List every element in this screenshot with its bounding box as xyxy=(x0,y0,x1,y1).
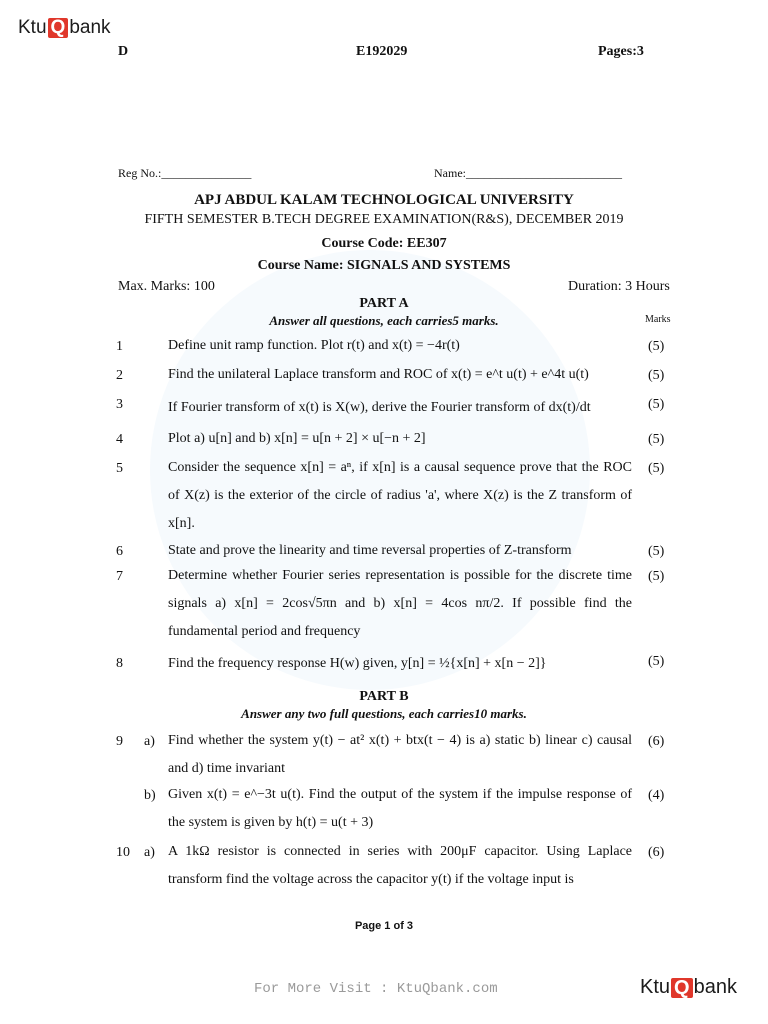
question-text: A 1kΩ resistor is connected in series with 200μF capacitor. Using Laplace transform find the voltage across the capacitor y(t) if the voltage input is xyxy=(168,844,632,887)
page-count: Pages:3 xyxy=(598,44,644,59)
duration: Duration: 3 Hours xyxy=(568,279,670,294)
question-number: 2 xyxy=(116,368,123,383)
exam-title: FIFTH SEMESTER B.TECH DEGREE EXAMINATION(R&S), DECEMBER 2019 xyxy=(144,212,624,227)
question-text: Find the frequency response H(w) given, y[n] = ½{x[n] + x[n − 2]} xyxy=(168,656,547,671)
question-marks: (5) xyxy=(648,654,665,669)
logo-text-bank: bank xyxy=(69,17,111,38)
part-b-instruction: Answer any two full questions, each carries10 marks. xyxy=(241,706,527,721)
logo-text-ktu: Ktu xyxy=(640,976,671,998)
question-sub-label: b) xyxy=(144,788,156,803)
question-marks: (5) xyxy=(648,544,665,559)
question-number: 3 xyxy=(116,397,123,412)
question-marks: (5) xyxy=(648,368,665,383)
part-a-instruction: Answer all questions, each carries5 marks. xyxy=(269,313,499,328)
max-marks: Max. Marks: 100 xyxy=(118,279,215,294)
question-number: 6 xyxy=(116,544,123,559)
question-number: 1 xyxy=(116,339,123,354)
logo-q-badge: Q xyxy=(48,18,69,38)
question-number: 5 xyxy=(116,461,123,476)
question-text: Plot a) u[n] and b) x[n] = u[n + 2] × u[−n + 2] xyxy=(168,431,426,446)
marks-column-label: Marks xyxy=(645,314,671,325)
question-number: 4 xyxy=(116,432,123,447)
page-number: Page 1 of 3 xyxy=(354,920,414,932)
question-marks: (5) xyxy=(648,569,665,584)
reg-no-field: Reg No.:_______________ xyxy=(118,166,252,180)
course-code: Course Code: EE307 xyxy=(321,236,447,251)
question-number: 8 xyxy=(116,656,123,671)
question-sub-label: a) xyxy=(144,734,155,749)
question-sub-label: a) xyxy=(144,845,155,860)
logo-text-ktu: Ktu xyxy=(18,17,47,38)
university-title: APJ ABDUL KALAM TECHNOLOGICAL UNIVERSITY xyxy=(194,192,574,208)
question-text: State and prove the linearity and time reversal properties of Z-transform xyxy=(168,543,572,558)
question-marks: (4) xyxy=(648,788,665,803)
question-text: Define unit ramp function. Plot r(t) and x(t) = −4r(t) xyxy=(168,338,460,353)
question-marks: (5) xyxy=(648,339,665,354)
ktuqbank-footer-logo[interactable] xyxy=(640,976,737,999)
question-marks: (5) xyxy=(648,461,665,476)
question-marks: (6) xyxy=(648,734,665,749)
question-text: Given x(t) = e^−3t u(t). Find the output of the system if the impulse response of the system is given by h(t) = u(t + 3) xyxy=(168,787,632,830)
question-marks: (5) xyxy=(648,432,665,447)
part-b-heading: PART B xyxy=(359,689,409,704)
question-number: 7 xyxy=(116,569,123,584)
question-text: If Fourier transform of x(t) is X(w), derive the Fourier transform of dx(t)/dt xyxy=(168,400,591,415)
name-field: Name:__________________________ xyxy=(434,166,622,180)
course-name: Course Name: SIGNALS AND SYSTEMS xyxy=(257,258,511,273)
ktuqbank-logo[interactable] xyxy=(18,17,111,39)
logo-q-badge: Q xyxy=(671,978,693,998)
question-text: Find whether the system y(t) − at² x(t) + btx(t − 4) is a) static b) linear c) causal and d) time invariant xyxy=(168,733,632,776)
question-number: 9 xyxy=(116,734,123,749)
logo-text-bank: bank xyxy=(693,976,737,998)
exam-code: E192029 xyxy=(356,44,408,59)
set-code: D xyxy=(118,44,129,59)
question-text: Find the unilateral Laplace transform and ROC of x(t) = e^t u(t) + e^4t u(t) xyxy=(168,367,589,382)
question-text: Determine whether Fourier series representation is possible for the discrete time signals a) x[n] = 2cos√5πn and b) x[n] = 4cos nπ/2. If possible find the fundamental period and frequency xyxy=(168,568,632,639)
question-number: 10 xyxy=(116,845,130,860)
question-text: Consider the sequence x[n] = aⁿ, if x[n] is a causal sequence prove that the ROC of X(z) is the exterior of the circle of radius 'a', where X(z) is the Z transform of x[n]. xyxy=(168,460,632,531)
question-marks: (6) xyxy=(648,845,665,860)
part-a-heading: PART A xyxy=(359,296,409,311)
visit-link[interactable]: For More Visit : KtuQbank.com xyxy=(254,981,498,997)
question-marks: (5) xyxy=(648,397,665,412)
